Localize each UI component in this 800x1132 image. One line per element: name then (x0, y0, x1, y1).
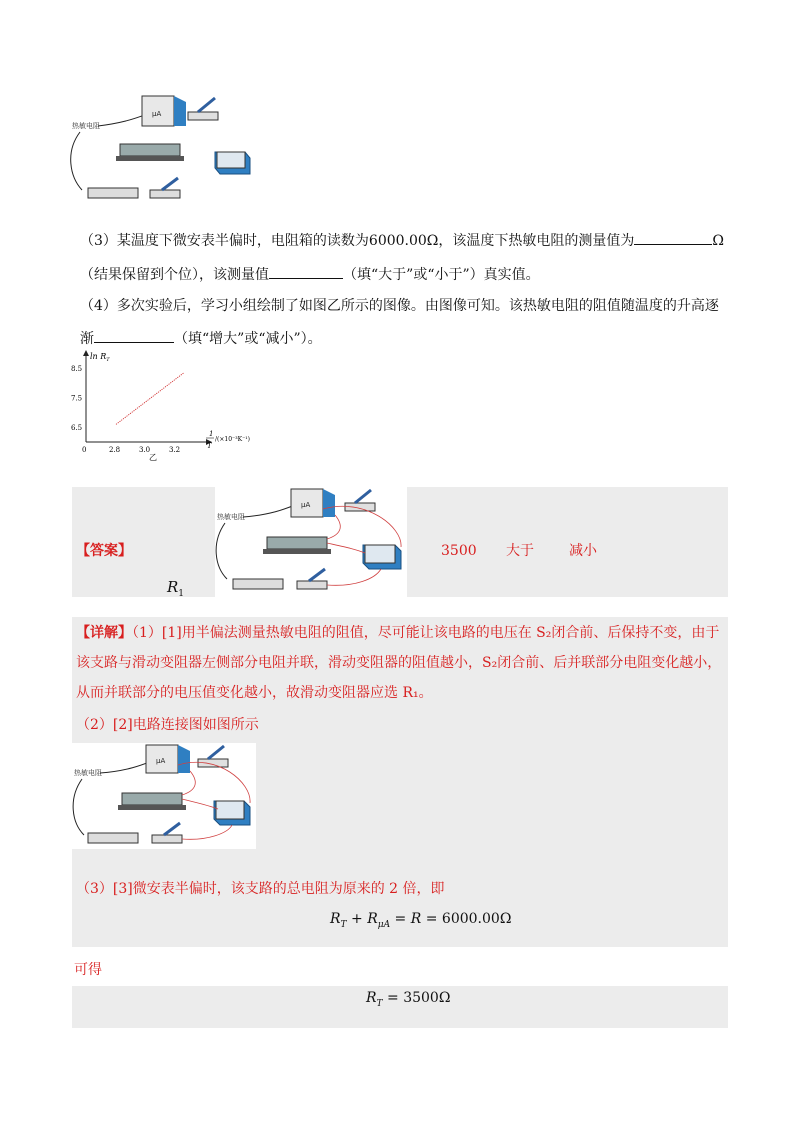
y-tick-label: 8.5 (71, 365, 83, 374)
svg-text:μA: μA (156, 757, 166, 765)
answer-circuit-image (215, 487, 407, 597)
detail-tag: 【详解】 (76, 625, 132, 641)
q3-blank-2[interactable] (269, 264, 343, 279)
series-line (116, 373, 184, 424)
q3-unit: Ω (712, 233, 725, 249)
detail-equation-1: $R_T + R_{\mu A} = R = 6000.00\Omega$ (330, 911, 512, 930)
q3-blank-1[interactable] (634, 230, 712, 245)
answer-thermistor-label: 热敏电阻 (217, 513, 245, 521)
y-axis-label: $\ln R_T$ (90, 352, 110, 363)
y-tick-label: 6.5 (71, 423, 83, 432)
question-4-line2 (80, 328, 322, 349)
question-3-line1 (80, 230, 724, 251)
question-3-line2 (80, 264, 540, 285)
detail-block (72, 617, 728, 947)
x-label-numerator: 1 (209, 430, 214, 438)
svg-text:μA: μA (301, 501, 311, 509)
answer-value-3: 减小 (569, 543, 597, 559)
q3-text-d: （填“大于”或“小于”）真实值。 (343, 267, 540, 283)
q4-blank[interactable] (94, 328, 174, 343)
answer-value-1: 3500 (441, 543, 477, 559)
x-label-denominator: T (207, 442, 212, 450)
detail-p2: （2）[2]电路连接图如图所示 (76, 717, 259, 733)
chart-caption: 乙 (149, 453, 157, 462)
answer-block (72, 487, 728, 597)
q3-reading: 6000.00Ω (368, 233, 439, 249)
chart-yi (66, 348, 266, 466)
q3-text-b: ，该温度下热敏电阻的测量值为 (438, 233, 635, 249)
q3-text-c: （结果保留到个位），该测量值 (80, 267, 269, 283)
x-tick-label: 2.8 (109, 446, 121, 454)
conclusion-equation: $R_T = 3500\Omega$ (366, 990, 451, 1009)
circuit-image (70, 92, 260, 212)
detail-p1-line3: 从而并联部分的电压值变化越小，故滑动变阻器应选 R₁。 (76, 685, 433, 701)
thermistor-label: 热敏电阻 (72, 122, 100, 130)
conclusion-equation-box (72, 986, 728, 1028)
answer-r-symbol: $R_1$ (167, 578, 185, 599)
detail-circuit-image (72, 743, 256, 849)
q4-text-b: （填“增大”或“减小”）。 (174, 331, 322, 347)
y-tick-label: 7.5 (71, 394, 83, 403)
x-tick-label: 3.2 (169, 446, 181, 454)
chart-svg (66, 348, 266, 466)
top-circuit-figure (70, 92, 260, 212)
y-axis-arrow (83, 350, 89, 356)
detail-p1-line1: 【详解】（1）[1]用半偏法测量热敏电阻的阻值，尽可能让该电路的电压在 S₂闭合前、后保持不变，由于 (76, 625, 720, 641)
detail-thermistor-label: 热敏电阻 (74, 769, 102, 777)
detail-p3: （3）[3]微安表半偏时，该支路的总电阻为原来的 2 倍，即 (76, 881, 445, 897)
answer-tag: 【答案】 (76, 543, 132, 559)
q3-text-a: （3）某温度下微安表半偏时，电阻箱的读数为 (80, 233, 369, 249)
x-tick-label: 3.0 (139, 446, 151, 454)
answer-value-2: 大于 (506, 543, 534, 559)
answer-circuit-figure (215, 487, 407, 597)
question-4-line1: （4）多次实验后，学习小组绘制了如图乙所示的图像。由图像可知。该热敏电阻的阻值随温度的升高逐 (80, 298, 719, 314)
svg-text:μA: μA (152, 110, 162, 118)
origin-label: 0 (82, 446, 87, 454)
q4-text-a: 渐 (80, 331, 94, 347)
conclusion-text: 可得 (74, 962, 102, 978)
detail-circuit-figure (72, 743, 256, 849)
detail-p1-line2: 该支路与滑动变阻器左侧部分电阻并联，滑动变阻器的阻值越小，S₂闭合前、后并联部分电阻变化越小， (76, 655, 722, 671)
x-label-unit: /(×10⁻³K⁻¹) (215, 436, 250, 443)
